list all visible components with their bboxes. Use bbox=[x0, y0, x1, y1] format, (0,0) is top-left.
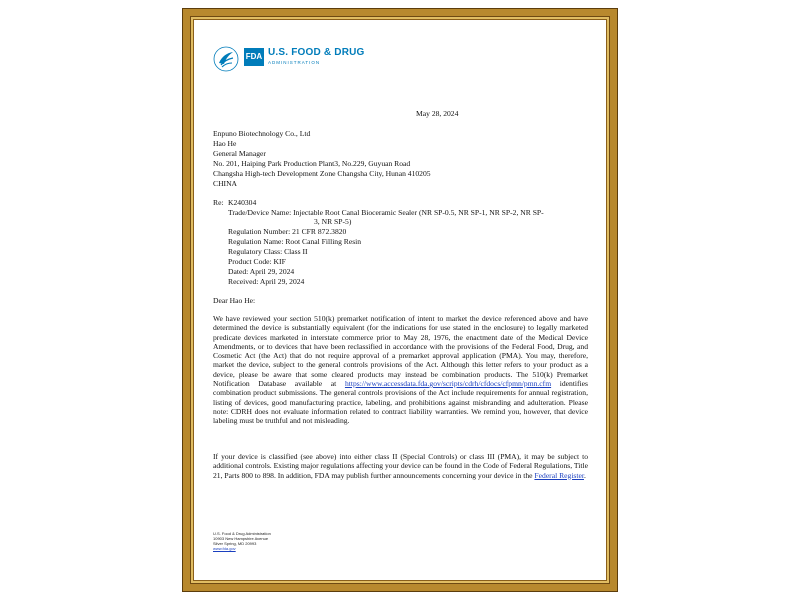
dated: Dated: April 29, 2024 bbox=[228, 267, 295, 276]
letter-page bbox=[200, 26, 600, 574]
recipient-address-2: Changsha High-tech Development Zone Changsha City, Hunan 410205 bbox=[213, 169, 431, 178]
regulation-number: Regulation Number: 21 CFR 872.3820 bbox=[228, 227, 347, 236]
recipient-company: Enpuno Biotechnology Co., Ltd bbox=[213, 129, 311, 138]
hhs-eagle-icon bbox=[213, 46, 239, 72]
footer-city: Silver Spring, MD 20993 bbox=[213, 541, 257, 546]
recipient-name: Hao He bbox=[213, 139, 237, 148]
paragraph-2-text-a: If your device is classified (see above) into either class II (Special Controls) or class III (PMA), it may be subject to additional controls. Existing major regulations affecting your device can be found in the Code of Federal Regulations, Title 21, Parts 800 to 898. In addition, FDA may publish further announcements concerning your device in the bbox=[213, 452, 588, 480]
fda-logo-box: FDA bbox=[244, 48, 264, 66]
paragraph-2-text-b: . bbox=[583, 470, 586, 480]
paragraph-1-text-b: identifies combination product submissions. The general controls provisions of the Act include requirements for annual registration, listing of devices, good manufacturing practice, labeling, and prohibitions against misbranding and adulteration. Please note: CDRH does not evaluate information related to contract liability warranties. We remind you, however, that device labeling must be truthful and not misleading. bbox=[213, 379, 589, 426]
body-paragraph-2 bbox=[213, 452, 588, 480]
trade-device-name-line1: Trade/Device Name: Injectable Root Canal Bioceramic Sealer (NR SP-0.5, NR SP-1, NR SP-2, NR SP- bbox=[228, 208, 544, 217]
regulatory-class: Regulatory Class: Class II bbox=[228, 247, 308, 256]
re-label: Re: bbox=[213, 198, 224, 207]
footer-agency: U.S. Food & Drug Administration bbox=[213, 531, 271, 536]
recipient-title: General Manager bbox=[213, 149, 266, 158]
received: Received: April 29, 2024 bbox=[228, 277, 305, 286]
agency-subtitle: ADMINISTRATION bbox=[268, 60, 321, 65]
product-code: Product Code: KIF bbox=[228, 257, 286, 266]
pmn-database-link[interactable]: https://www.accessdata.fda.gov/scripts/cdrh/cfdocs/cfpmn/pmn.cfm bbox=[344, 379, 552, 389]
agency-name: U.S. FOOD & DRUG bbox=[268, 47, 365, 58]
body-paragraph-1 bbox=[213, 314, 588, 426]
salutation: Dear Hao He: bbox=[213, 296, 256, 305]
federal-register-link[interactable]: Federal Register bbox=[534, 470, 584, 480]
footer-website-link[interactable]: www.fda.gov bbox=[213, 546, 236, 551]
letter-date: May 28, 2024 bbox=[416, 109, 459, 118]
regulation-name: Regulation Name: Root Canal Filling Resin bbox=[228, 237, 362, 246]
trade-device-name-line2: 3, NR SP-5) bbox=[314, 217, 352, 226]
paragraph-1-text-a: We have reviewed your section 510(k) premarket notification of intent to market the device referenced above and have determined the device is substantially equivalent (for the indications for use stated in the enclosure) to legally marketed predicate devices marketed in interstate commerce prior to May 28, 1976, the enactment date of the Medical Device Amendments, or to devices that have been reclassified in accordance with the provisions of the Federal Food, Drug, and Cosmetic Act (the Act) that do not require approval of a premarket approval application (PMA). You may, therefore, market the device, subject to the general controls provisions of the Act. Although this letter refers to your product as a device, please be aware that some cleared products may instead be combination products. The 510(k) Premarket Notification Database available at bbox=[213, 314, 588, 389]
recipient-country: CHINA bbox=[213, 179, 238, 188]
footer-street: 10903 New Hampshire Avenue bbox=[213, 536, 269, 541]
k-number: K240304 bbox=[228, 198, 257, 207]
recipient-address-1: No. 201, Haiping Park Production Plant3, No.229, Guyuan Road bbox=[213, 159, 411, 168]
